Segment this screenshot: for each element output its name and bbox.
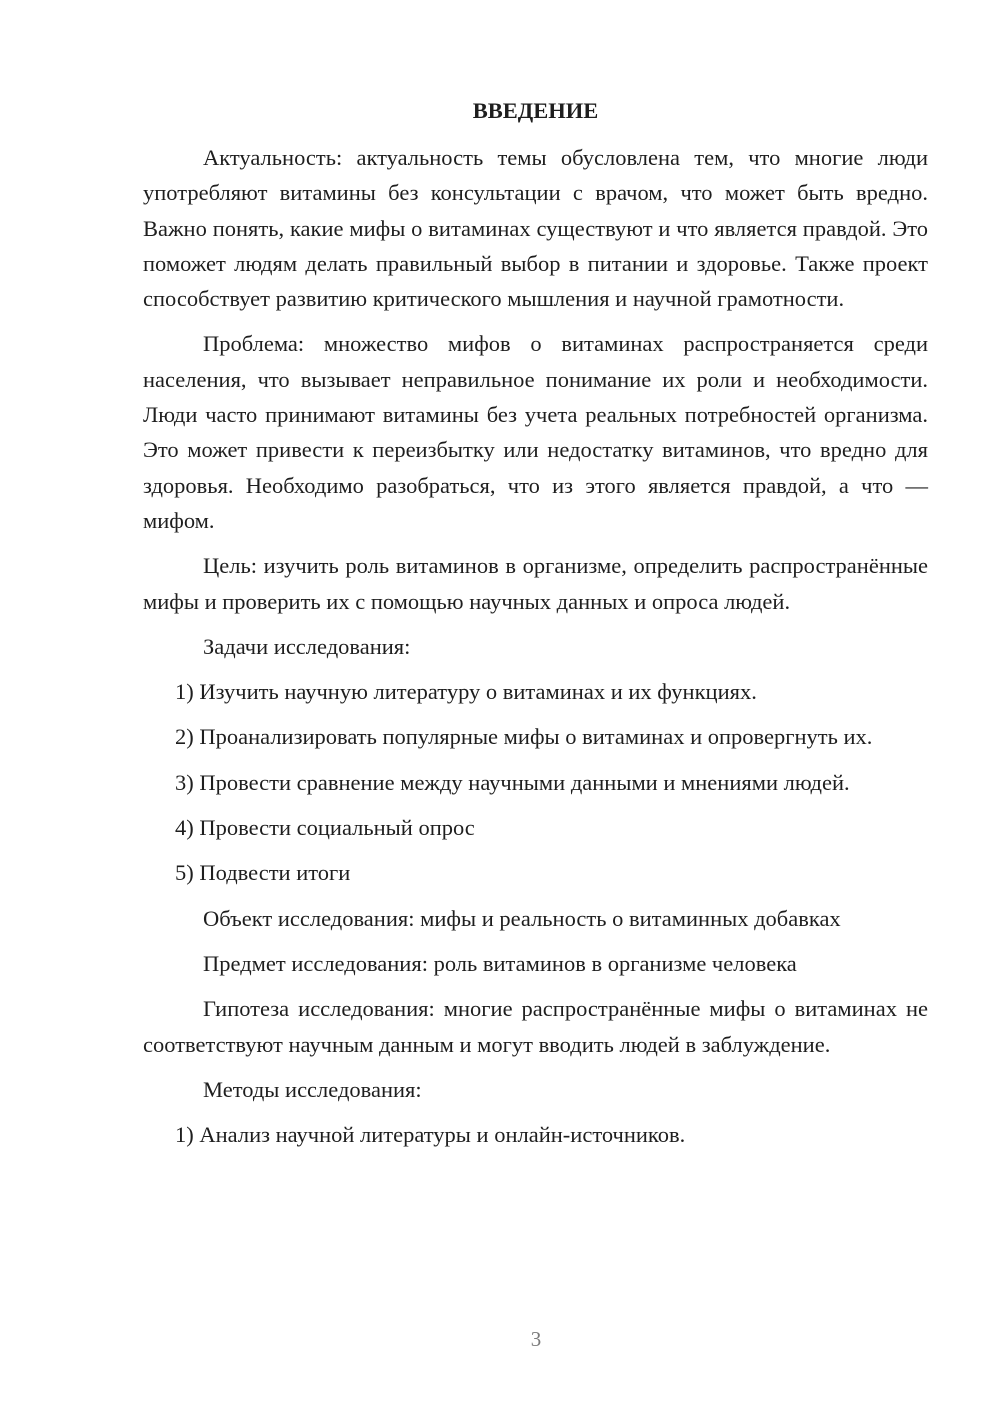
hypothesis-paragraph: Гипотеза исследования: многие распространённые мифы о витаминах не соответствуют научным данным и могут вводить людей в заблуждение. — [143, 996, 928, 1057]
research-subject: Предмет исследования: роль витаминов в организме человека — [203, 950, 797, 976]
task-item: 4) Провести социальный опрос — [175, 815, 475, 841]
task-item: 1) Изучить научную литературу о витаминах и их функциях. — [175, 679, 757, 705]
goal-paragraph: Цель: изучить роль витаминов в организме, определить распространённые мифы и проверить их с помощью научных данных и опроса людей. — [143, 553, 928, 614]
research-object: Объект исследования: мифы и реальность о витаминных добавках — [203, 905, 841, 931]
task-item: 3) Провести сравнение между научными данными и мнениями людей. — [175, 769, 850, 795]
methods-heading: Методы исследования: — [203, 1076, 422, 1102]
problem-paragraph: Проблема: множество мифов о витаминах распространяется среди населения, что вызывает неправильное понимание их роли и необходимости. Люди часто принимают витамины без учета реальных потребностей организма. Это может привести к переизбытку или недостатку витаминов, что вредно для здоровья. Необходимо разобраться, что из этого является правдой, а что — мифом. — [143, 331, 928, 533]
task-item: 2) Проанализировать популярные мифы о витаминах и опровергнуть их. — [175, 724, 873, 750]
task-item: 5) Подвести итоги — [175, 860, 351, 886]
tasks-heading: Задачи исследования: — [203, 633, 411, 659]
section-title: ВВЕДЕНИЕ — [472, 98, 599, 123]
document-page — [143, 94, 928, 1162]
method-item: 1) Анализ научной литературы и онлайн-источников. — [175, 1122, 686, 1148]
page-number: 3 — [530, 1327, 542, 1351]
relevance-paragraph: Актуальность: актуальность темы обусловлена тем, что многие люди употребляют витамины без консультации с врачом, что может быть вредно. Важно понять, какие мифы о витаминах существуют и что является правдой. Это поможет людям делать правильный выбор в питании и здоровье. Также проект способствует развитию критического мышления и научной грамотности. — [143, 145, 928, 312]
